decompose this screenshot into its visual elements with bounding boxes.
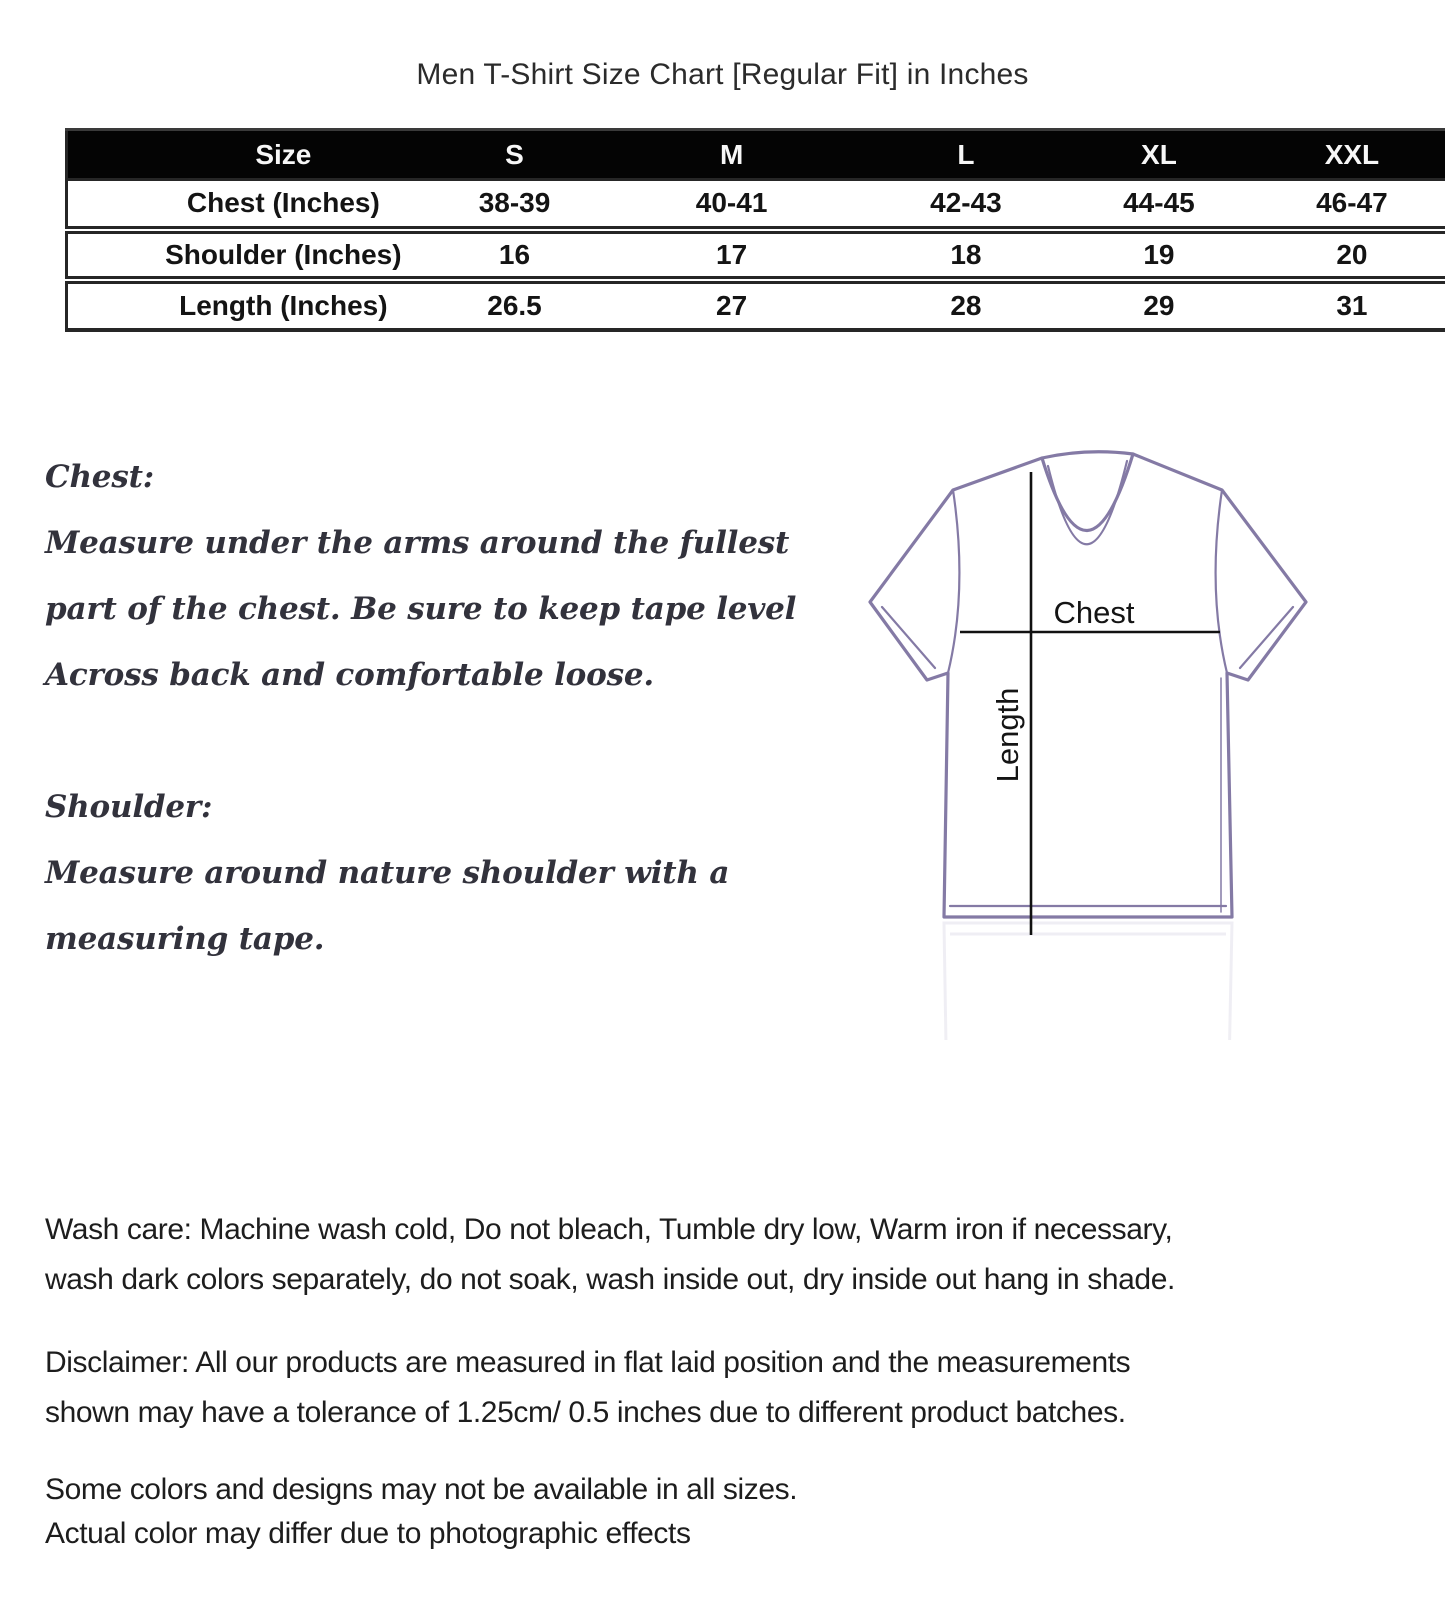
disclaimer-line: Disclaimer: All our products are measured in flat laid position and the measurements xyxy=(45,1346,1131,1379)
availability-note xyxy=(45,1468,1405,1556)
cell-value: 44-45 xyxy=(1123,187,1195,219)
instruction-line: part of the chest. Be sure to keep tape level xyxy=(45,591,797,627)
wash-care-line: wash dark colors separately, do not soak, wash inside out, dry inside out hang in shade. xyxy=(45,1263,1175,1296)
cell-value: 31 xyxy=(1336,289,1368,321)
instruction-line: measuring tape. xyxy=(45,921,325,957)
tshirt-diagram xyxy=(840,420,1400,1040)
page-title: Men T-Shirt Size Chart [Regular Fit] in Inches xyxy=(416,58,1029,91)
column-header-l: L xyxy=(957,138,975,170)
table-row-length xyxy=(67,280,1445,330)
column-header-s: S xyxy=(505,138,524,170)
shoulder-measure-instructions xyxy=(45,774,729,972)
instruction-line: Measure around nature shoulder with a xyxy=(45,855,730,891)
cell-value: 19 xyxy=(1143,238,1175,270)
cell-value: 38-39 xyxy=(478,187,551,219)
cell-value: 20 xyxy=(1336,238,1368,270)
collar-back-line xyxy=(1042,452,1133,458)
tshirt-outline xyxy=(870,452,1306,917)
row-label: Length (Inches) xyxy=(179,289,388,321)
wash-care-note xyxy=(45,1205,1405,1305)
column-header-xxl: XXL xyxy=(1324,138,1380,170)
cell-value: 29 xyxy=(1143,289,1175,321)
column-header-xl: XL xyxy=(1141,138,1177,170)
table-row-shoulder xyxy=(67,230,1445,280)
availability-line: Some colors and designs may not be available in all sizes. xyxy=(45,1473,798,1506)
cell-value: 16 xyxy=(498,238,531,270)
disclaimer-note xyxy=(45,1338,1405,1438)
chest-heading: Chest: xyxy=(45,459,154,495)
chest-label: Chest xyxy=(1053,595,1135,630)
tshirt-body xyxy=(870,454,1306,917)
size-table xyxy=(65,128,1445,332)
column-header-m: M xyxy=(719,138,744,170)
row-label: Shoulder (Inches) xyxy=(165,238,402,270)
row-label: Chest (Inches) xyxy=(186,187,380,219)
disclaimer-line: shown may have a tolerance of 1.25cm/ 0.5 inches due to different product batches. xyxy=(45,1396,1126,1429)
instruction-line: Measure under the arms around the fullest xyxy=(45,525,790,561)
cell-value: 26.5 xyxy=(487,289,542,321)
chest-measure-instructions xyxy=(45,444,796,708)
shoulder-heading: Shoulder: xyxy=(45,789,213,825)
table-header-row xyxy=(67,130,1445,180)
cell-value: 28 xyxy=(950,289,982,321)
color-note-line: Actual color may differ due to photographic effects xyxy=(45,1517,691,1550)
table-row-chest xyxy=(67,180,1445,230)
cell-value: 27 xyxy=(716,289,748,321)
wash-care-line: Wash care: Machine wash cold, Do not bleach, Tumble dry low, Warm iron if necessary, xyxy=(45,1213,1173,1246)
cell-value: 18 xyxy=(950,238,982,270)
cell-value: 42-43 xyxy=(930,187,1002,219)
tshirt-reflection xyxy=(870,923,1306,1040)
instruction-line: Across back and comfortable loose. xyxy=(45,657,655,693)
tshirt-svg xyxy=(840,420,1400,1040)
length-label: Length xyxy=(990,687,1025,783)
cell-value: 46-47 xyxy=(1316,187,1388,219)
cell-value: 40-41 xyxy=(695,187,768,219)
cell-value: 17 xyxy=(716,238,748,270)
column-header-size: Size xyxy=(255,138,312,170)
